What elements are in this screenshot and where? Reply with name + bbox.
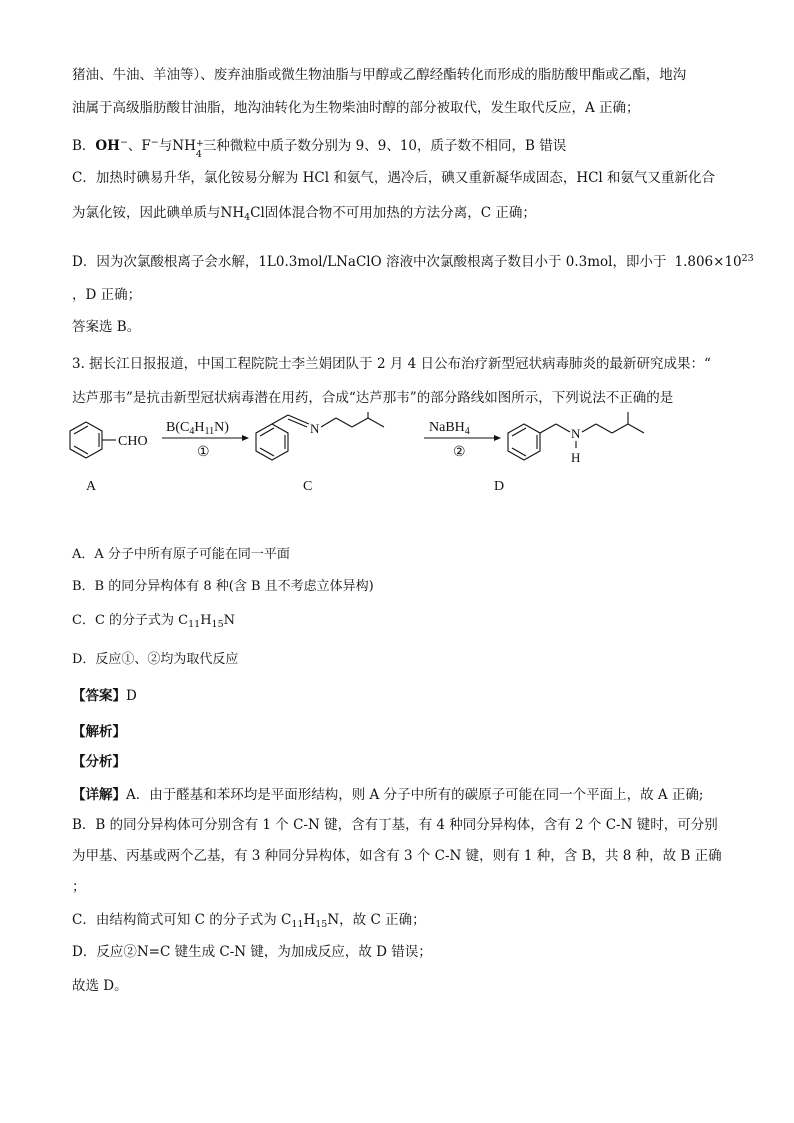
arrowhead <box>242 435 249 441</box>
question-3-stem: 达芦那韦”是抗击新型冠状病毒潜在用药，合成“达芦那韦”的部分路线如图所示，下列说法不正确的是 <box>72 390 674 406</box>
option-b: B．B 的同分异构体有 8 种(含 B 且不考虑立体异构) <box>72 579 374 594</box>
text-line: C．加热时碘易升华，氯化铵易分解为 HCl 和氨气，遇冷后，碘又重新凝华成固态，HCl 和氨气又重新化合 <box>72 170 716 186</box>
option-d: D．反应①、②均为取代反应 <box>72 652 239 667</box>
text-span: H <box>200 613 212 628</box>
text-span: A．由于醛基和苯环均是平面形结构，则 A 分子中所有的碳原子可能在同一个平面上，故 A 正确; <box>126 787 704 803</box>
detail-line <box>72 786 722 804</box>
subscript: 15 <box>315 919 328 930</box>
ammonium-chloride-formula: NH <box>220 205 245 221</box>
reaction-scheme <box>66 412 726 502</box>
text-span: N，故 C 正确； <box>327 912 426 928</box>
subscript: 11 <box>188 619 201 630</box>
analysis-subheading: 【分析】 <box>72 754 126 770</box>
bond <box>540 424 556 433</box>
text-span: 三种微粒中质子数分别为 9、9、10，质子数不相同，B 错误 <box>202 138 567 154</box>
bond <box>352 418 368 427</box>
subscript: 11 <box>291 919 304 930</box>
text-span: B． <box>72 138 96 154</box>
reagent-b: $B(C_4H_{11}N)$ <box>166 420 229 437</box>
ammonium-scripts <box>195 138 204 160</box>
bond <box>612 424 628 433</box>
charge-superscript: − <box>119 137 128 148</box>
step-1-label: ① <box>197 445 210 460</box>
detail-line: D．反应②N=C 键生成 C-N 键，为加成反应，故 D 错误； <box>72 944 432 960</box>
nitrogen-atom: N <box>571 426 581 441</box>
arrowhead <box>494 435 501 441</box>
text-span: N <box>223 613 236 628</box>
reagent-nabh4: NaBH$_4$ <box>429 420 470 437</box>
text-span: C．C 的分子式为 C <box>72 613 189 628</box>
step-2-label: ② <box>453 445 466 460</box>
avogadro-value: 1.806×10 <box>674 254 742 270</box>
conclusion-line: 故选 D。 <box>72 978 128 994</box>
bond <box>556 424 570 432</box>
aldehyde-group: CHO <box>118 434 148 449</box>
subscript: 15 <box>211 619 224 630</box>
detail-line <box>72 911 722 934</box>
option-c-explanation <box>72 204 722 227</box>
question-3-stem: 3. 据长江日报报道，中国工程院院士李兰娟团队于 2 月 4 日公布治疗新型冠状病毒肺炎的最新研究成果：“ <box>72 356 711 372</box>
imine-double-bond <box>288 419 307 427</box>
nitrogen-atom: N <box>310 421 320 436</box>
text-span: 与 <box>158 138 173 154</box>
text-span: Cl <box>250 205 265 221</box>
answer-label: 【答案】 <box>72 688 126 704</box>
bond <box>368 418 384 427</box>
label-compound-d: D <box>494 479 505 494</box>
charge-superscript: + <box>195 138 204 149</box>
bond <box>321 418 336 427</box>
ammonium-formula: NH <box>172 138 196 154</box>
bond <box>336 418 352 427</box>
subscript: 4 <box>244 212 251 223</box>
text-span: 为氯化铵，因此碘单质与 <box>72 205 221 221</box>
option-d-explanation <box>72 250 754 271</box>
fluoride-formula: 、F <box>127 138 151 154</box>
detail-line: B．B 的同分异构体可分别含有 1 个 C-N 键，含有丁基，有 4 种同分异构体，含有 2 个 C-N 键时，可分别 <box>72 817 718 833</box>
label-compound-a: A <box>86 479 97 494</box>
answer-section <box>72 687 722 705</box>
hydrogen-atom: H <box>571 450 581 465</box>
text-line: 猪油、牛油、羊油等）、废弃油脂或微生物油脂与甲醇或乙醇经酯转化而形成的脂肪酸甲酯或乙酯，地沟 <box>72 67 687 83</box>
charge-superscript: − <box>150 137 159 148</box>
imine-bond <box>288 415 309 424</box>
detail-line: 为甲基、丙基或两个乙基，有 3 种同分异构体，如含有 3 个 C-N 键，则有 1 种，含 B，共 8 种，故 B 正确 <box>72 848 722 864</box>
compound-c-structure <box>256 412 384 460</box>
text-span: 固体混合物不可用加热的方法分离，C 正确； <box>264 205 536 221</box>
text-line: 油属于高级脂肪酸甘油脂，地沟油转化为生物柴油时醇的部分被取代，发生取代反应，A 正确； <box>72 100 640 116</box>
text-span: C．由结构简式可知 C 的分子式为 C <box>72 912 292 928</box>
bond <box>272 415 288 424</box>
label-compound-c: C <box>303 479 313 494</box>
text-span: H <box>303 912 316 928</box>
detail-label: 【详解】 <box>72 787 126 803</box>
bond <box>628 424 644 433</box>
option-c <box>72 612 722 634</box>
subscript: 4 <box>195 149 202 160</box>
analysis-heading: 【解析】 <box>72 724 126 740</box>
compound-a-structure <box>70 422 116 458</box>
detail-line: ； <box>72 879 86 895</box>
exponent: 23 <box>741 253 754 264</box>
option-a: A．A 分子中所有原子可能在同一平面 <box>72 547 290 562</box>
text-line: ，D 正确； <box>72 287 142 303</box>
bond <box>582 424 596 432</box>
hydroxide-formula: OH <box>95 138 120 154</box>
text-span: D．因为次氯酸根离子会水解，1L0.3mol/LNaClO 溶液中次氯酸根离子数目小于 0.3mol，即小于 <box>72 254 667 270</box>
bond <box>596 424 612 433</box>
answer-value: D <box>126 688 137 704</box>
answer-line: 答案选 B。 <box>72 319 141 335</box>
option-b-explanation <box>72 134 722 160</box>
